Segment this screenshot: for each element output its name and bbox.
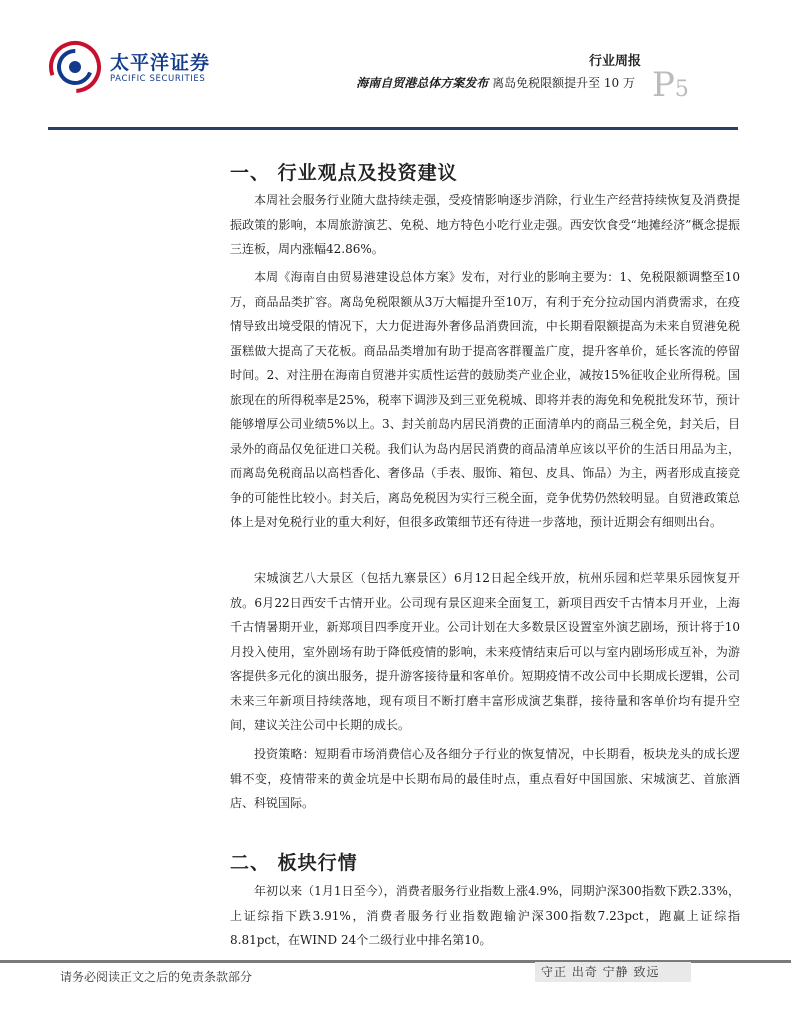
paragraph-2: 本周《海南自由贸易港建设总体方案》发布，对行业的影响主要为：1、免税限额调整至10万，商品品类扩容。离岛免税限额从3万大幅提升至10万，有利于充分拉动国内消费需求，在疫情导致出境受限的情况下，大力促进海外奢侈品消费回流，中长期看限额提高为未来自贸港免税蛋糕做大提高了天花板。商品品类增加有助于提高客群覆盖广度，提升客单价，延长客流的停留时间。2、对注册在海南自贸港并实质性运营的鼓励类产业企业，减按15%征收企业所得税。国旅现在的所得税率是25%，税率下调涉及到三亚免税城、即将并表的海免和免税批发环节，预计能够增厚公司业绩5%以上。3、封关前岛内居民消费的正面清单内的商品三税全免，封关后，目录外的商品仅免征进口关税。我们认为岛内居民消费的商品清单应该以平价的生活日用品为主，而离岛免税商品以高档香化、奢侈品（手表、服饰、箱包、皮具、饰品）为主，两者形成直接竞争的可能性比较小。封关后，离岛免税因为实行三税全面，竞争优势仍然较明显。自贸港政策总体上是对免税行业的重大利好，但很多政策细节还有待进一步落地，预计近期会有细则出台。 xyxy=(230,270,740,529)
report-title xyxy=(356,74,635,91)
paragraph-4: 投资策略：短期看市场消费信心及各细分子行业的恢复情况，中长期看，板块龙头的成长逻辑不变，疫情带来的黄金坑是中长期布局的最佳时点，重点看好中国国旅、宋城演艺、首旅酒店、科锐国际。 xyxy=(230,747,740,810)
paragraph-3: 宋城演艺八大景区（包括九寨景区）6月12日起全线开放，杭州乐园和烂苹果乐园恢复开放。6月22日西安千古情开业。公司现有景区迎来全面复工，新项目西安千古情本月开业，上海千古情暑期开业，新郑项目四季度开业。公司计划在大多数景区设置室外演艺剧场，预计将于10月投入使用，室外剧场有助于降低疫情的影响，未来疫情结束后可以与室内剧场形成互补，为游客提供多元化的演出服务，提升游客接待量和客单价。短期疫情不改公司中长期成长逻辑，公司未来三年新项目持续落地，现有项目不断打磨丰富形成演艺集群，接待量和客单价均有提升空间，建议关注公司中长期的成长。 xyxy=(230,571,740,732)
section-heading-1: 一、 行业观点及投资建议 xyxy=(230,162,458,184)
report-title-bold: 海南自贸港总体方案发布 xyxy=(356,76,489,90)
company-logo xyxy=(48,40,218,96)
header-divider xyxy=(48,127,738,130)
footer-motto: 守正 出奇 宁静 致远 xyxy=(535,962,691,982)
page-letter: P xyxy=(652,65,675,105)
footer-disclaimer: 请务必阅读正文之后的免责条款部分 xyxy=(60,970,253,984)
page-number xyxy=(652,65,689,105)
paragraph-1: 本周社会服务行业随大盘持续走强，受疫情影响逐步消除，行业生产经营持续恢复及消费提振政策的影响，本周旅游演艺、免税、地方特色小吃行业走强。西安饮食受“地摊经济”概念提振三连板，周内涨幅42.86%。 xyxy=(230,193,740,256)
paragraph-5: 年初以来（1月1日至今），消费者服务行业指数上涨4.9%，同期沪深300指数下跌2.33%，上证综指下跌3.91%，消费者服务行业指数跑输沪深300指数7.23pct，跑赢上证综指8.81pct，在WIND 24个二级行业中排名第10。 xyxy=(230,884,740,947)
logo-chinese-name: 太平洋证券 xyxy=(110,52,211,74)
report-type: 行业周报 xyxy=(588,54,641,69)
page-digit: 5 xyxy=(674,77,689,102)
logo-english-name: PACIFIC SECURITIES xyxy=(110,74,206,84)
report-title-rest: 离岛免税限额提升至 10 万 xyxy=(488,76,635,90)
section-heading-2: 二、 板块行情 xyxy=(230,852,358,874)
pacific-securities-logo-icon xyxy=(48,40,102,94)
